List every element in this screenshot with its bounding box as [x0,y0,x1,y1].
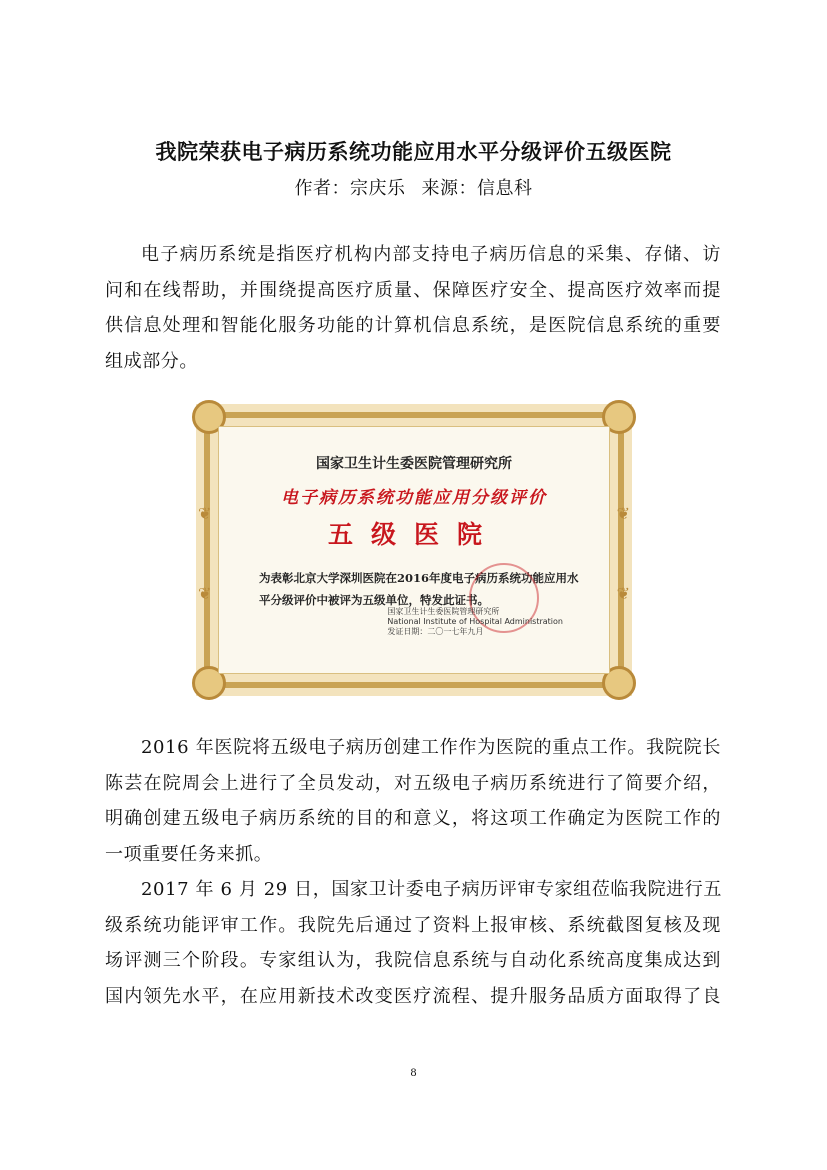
paragraph-line: 级系统功能评审工作。我院先后通过了资料上报审核、系统截图复核及现 [105,914,721,936]
side-ornament-icon: ❦ [616,584,630,603]
certificate-foot-date: 发证日期：二〇一七年九月 [387,627,484,636]
paragraph-line: 明确创建五级电子病历系统的目的和意义，将这项工作确定为医院工作的 [105,808,721,829]
byline [0,174,827,200]
paragraph-line: 组成部分。 [105,350,198,372]
paragraph-line: 问和在线帮助，并围绕提高医疗质量、保障医疗安全、提高医疗效率而提 [105,279,721,301]
paragraph-line: 2017 年 6 月 29 日，国家卫计委电子病历评审专家组莅临我院进行五 [141,879,722,900]
certificate-headline: 电子病历系统功能应用分级评价 [281,488,547,508]
certificate-grade: 五级医院 [327,520,500,549]
source-label: 来源：信息科 [421,178,533,199]
side-ornament-icon: ❦ [198,504,212,523]
paragraph-2016 [105,730,721,872]
paragraph-line: 供信息处理和智能化服务功能的计算机信息系统，是医院信息系统的重要 [105,315,721,336]
certificate-panel [218,426,610,674]
article-title: 我院荣获电子病历系统功能应用水平分级评价五级医院 [155,140,672,164]
side-ornament-icon: ❦ [198,584,212,603]
certificate-footer [387,607,563,637]
certificate-issuer: 国家卫生计生委医院管理研究所 [316,456,512,472]
paragraph-line: 2016 年医院将五级电子病历创建工作作为医院的重点工作。我院院长 [141,737,721,758]
side-ornament-icon: ❦ [616,504,630,523]
page-number: 8 [410,1065,417,1079]
certificate-image [196,404,632,696]
certificate-body-line: 为表彰北京大学深圳医院在2016年度电子病历系统功能应用水 [259,571,579,585]
paragraph-line: 场评测三个阶段。专家组认为，我院信息系统与自动化系统高度集成达到 [105,950,721,971]
paragraph-intro [105,237,721,379]
paragraph-line: 国内领先水平，在应用新技术改变医疗流程、提升服务品质方面取得了良 [105,985,721,1007]
certificate-body-line: 平分级评价中被评为五级单位，特发此证书。 [259,593,489,607]
certificate-foot-english: National Institute of Hospital Administration [387,617,563,626]
paragraph-line: 电子病历系统是指医疗机构内部支持电子病历信息的采集、存储、访 [141,244,721,265]
certificate-foot-issuer: 国家卫生计生委医院管理研究所 [387,607,500,616]
paragraph-line: 陈芸在院周会上进行了全员发动，对五级电子病历系统进行了简要介绍， [105,772,721,794]
paragraph-line: 一项重要任务来抓。 [105,843,273,865]
author-label: 作者：宗庆乐 [294,178,406,199]
paragraph-2017 [105,872,721,1014]
